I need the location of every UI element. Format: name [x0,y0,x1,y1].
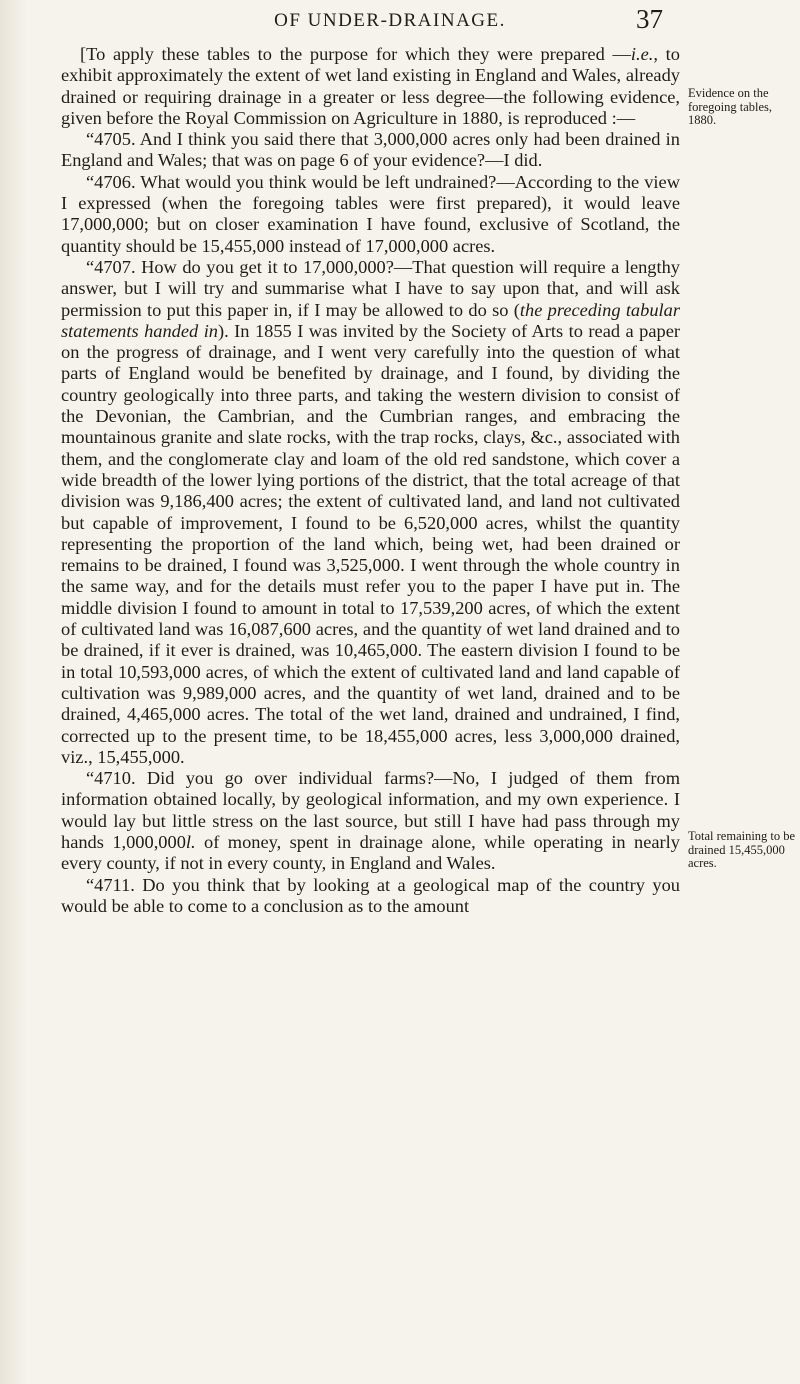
paragraph-4711: “4711. Do you think that by looking at a geological map of the country you would be able to come to a conclusion as to the amount [61,874,680,916]
page-gutter-shadow [0,0,28,1384]
paragraph-4710: “4710. Did you go over individual farms?—No, I judged of them from information obtained locally, by geological information, and my own experience. I would lay but little stress on the last source, but still I have had pass through my hands 1,000,000l. of money, spent in drainage alone, while operating in nearly every county, if not in every county, in England and Wales. [61,768,680,874]
paragraph-4706: “4706. What would you think would be left undrained?—According to the view I expressed (when the foregoing tables were first prepared), it would leave 17,000,000; but on closer examination I have found, exclusive of Scotland, the quantity should be 15,455,000 instead of 17,000,000 acres. [61,171,680,256]
paragraph-4705: “4705. And I think you said there that 3,000,000 acres only had been drained in England and Wales; that was on page 6 of your evidence?—I did. [61,129,680,171]
page-number: 37 [636,4,663,34]
paragraph-4707: “4707. How do you get it to 17,000,000?—That question will require a lengthy answer, but I will try and summarise what I have to say upon that, and will ask permission to put this paper in, if I may be allowed to do so (the preceding tabular statements handed in). In 1855 I was invited by the Society of Arts to read a paper on the progress of drainage, and I went very carefully into the question of what parts of England would be benefited by drainage, and I found, by dividing the country geologically into three parts, and taking the western division to consist of the Devonian, the Cambrian, and the Cumbrian ranges, and embracing the mountainous granite and slate rocks, with the trap rocks, clays, &c., associated with them, and the conglomerate clay and loam of the old red sandstone, which cover a wide breadth of the lower lying portions of the district, that the total acreage of that division was 9,186,400 acres; the extent of cultivated land, and land not cultivated but capable of improvement, I found to be 6,520,000 acres, whilst the quantity representing the proportion of the land which, being wet, had been drained or remains to be drained, I found was 3,525,000. I went through the whole country in the same way, and for the details must refer you to the paper I have put in. The middle division I found to amount in total to 17,539,200 acres, of which the extent of cultivated land was 16,087,600 acres, and the quantity of wet land drained and to be drained, if it ever is drained, was 10,465,000. The eastern division I found to be in total 10,593,000 acres, of which the extent of cultivated land and land capable of cultivation was 9,989,000 acres, and the quantity of wet land, drained and to be drained, 4,465,000 acres. The total of the wet land, drained and undrained, I find, corrected up to the present time, to be 18,455,000 acres, less 3,000,000 drained, viz., 15,455,000. [61,256,680,767]
marginal-note-evidence: Evidence on the foregoing tables, 1880. [688,86,773,128]
paragraph-intro: [To apply these tables to the purpose for which they were prepared —i.e., to exhibit approximately the extent of wet land existing in England and Wales, already drained or requiring drainage in a greater or less degree—the following evidence, given before the Royal Commission on Agriculture in 1880, is reproduced :— [61,44,680,128]
body-text [61,44,680,917]
marginal-note-total-remaining: Total remaining to be drained 15,455,000 acres. [688,829,796,871]
running-head: OF UNDER-DRAINAGE. [274,10,506,31]
